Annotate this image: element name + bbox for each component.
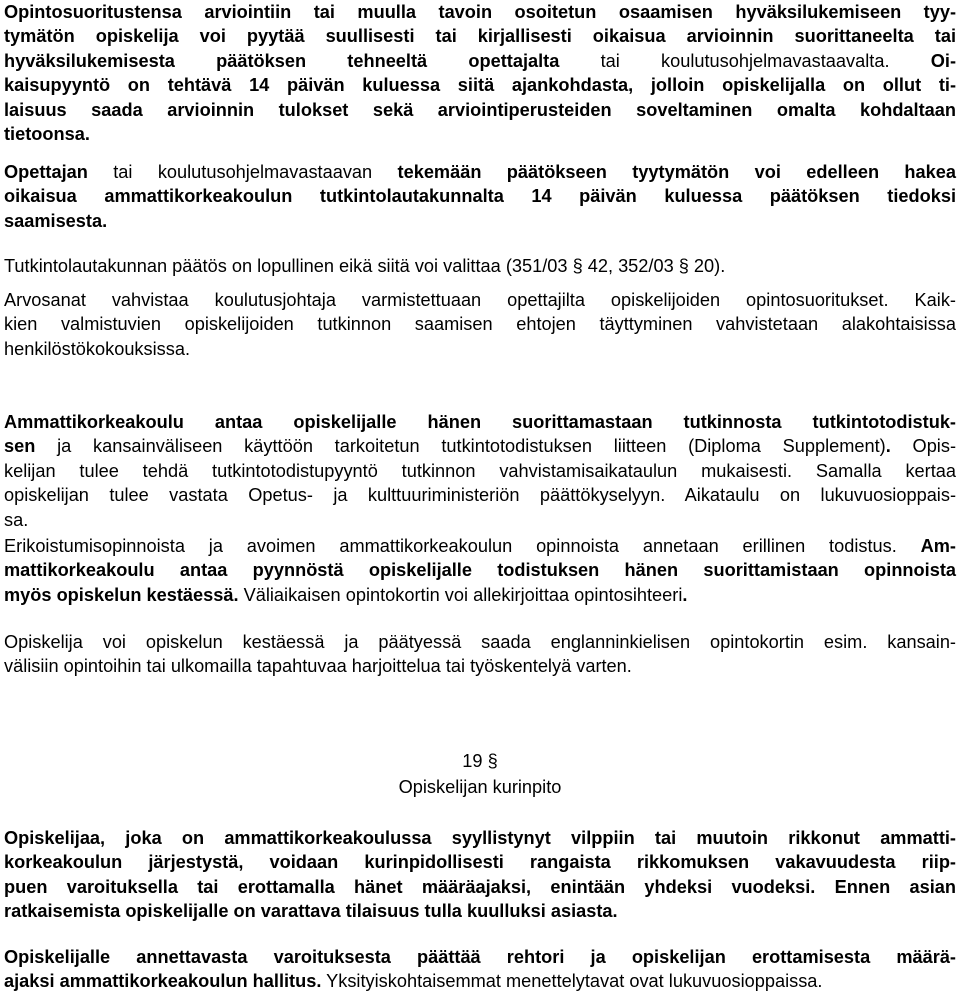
text-segment: kelijan tulee tehdä tutkintotodistupyyntö tutkinnon vahvistamisaikataulun mukaisesti. Samalla kertaa [4,460,956,481]
bold-text: ajaksi ammattikorkeakoulun hallitus. [4,971,322,992]
bold-text: Opintosuoritustensa arviointiin tai muulla tavoin osoitetun osaamisen hyväksilukemiseen tyy- [4,2,956,22]
bold-text: tietoonsa. [4,124,90,145]
bold-text: Opettajan [4,162,88,182]
paragraph-final-decision [4,254,956,278]
bold-text: Am- [920,536,956,556]
bold-text: korkeakoulun järjestystä, voidaan kurinpidollisesti rangaista rikkomuksen vakavuudesta riip- [4,852,956,873]
paragraph-warning-decision [4,945,956,994]
text-segment: tai koulutusohjelmavastaavalta. [559,50,931,71]
text-segment: henkilöstökokouksissa. [4,338,191,359]
bold-text: mattikorkeakoulu antaa pyynnöstä opiskelijalle todistuksen hänen suorittamistaan opinnoista [4,560,956,581]
bold-text: Opiskelijalle annettavasta varoituksesta päättää rehtori ja opiskelijan erottamisesta määrä- [4,947,956,967]
bold-text: . [682,584,688,605]
text-segment: Opiskelija voi opiskelun kestäessä ja päätyessä saada englanninkielisen opintokortin esim. kansain- [4,632,956,652]
text-line [4,483,956,507]
bold-text: Oi- [930,50,957,71]
paragraph-grade-confirmation [4,288,956,361]
paragraph-degree-certificate [4,410,956,532]
paragraph-disciplinary-action [4,826,956,924]
bold-text: laisuus saada arvioinnin tulokset sekä arviointiperusteiden soveltaminen omalta kohdaltaan [4,99,956,120]
bold-text: saamisesta. [4,210,108,231]
bold-text: Opiskelijaa, joka on ammattikorkeakoulussa syyllistynyt vilppiin tai muutoin rikkonut ammatti- [4,828,956,848]
paragraph-further-appeal [4,160,956,233]
text-segment: Väliaikaisen opintokortin voi allekirjoittaa opintosihteeri [238,584,683,605]
text-line [4,288,956,312]
bold-text: kaisupyyntö on tehtävä 14 päivän kuluessa siitä ajankohdasta, jolloin opiskelijalla on ollut ti- [4,75,956,96]
text-segment: sa. [4,509,29,530]
bold-text: tekemään päätökseen tyytymätön voi edelleen hakea [397,162,956,182]
text-line [4,337,956,361]
bold-text: tymätön opiskelija voi pyytää suullisesti tai kirjallisesti oikaisua arvioinnin suorittaneelta tai [4,26,956,47]
bold-text: puen varoituksella tai erottamalla hänet määräajaksi, enintään yhdeksi vuodeksi. Ennen asian [4,876,956,897]
text-line [4,160,956,184]
text-line [4,558,956,582]
text-line [4,209,956,233]
text-line [4,850,956,874]
text-line [4,630,956,654]
text-segment: Tutkintolautakunnan päätös on lopullinen eikä siitä voi valittaa (351/03 § 42, 352/03 § 20). [4,256,726,276]
text-line [4,410,956,434]
text-segment: tai koulutusohjelmavastaavan [87,162,398,182]
text-segment: ja kansainväliseen käyttöön tarkoitetun tutkintotodistuksen liitteen (Diploma Supplement) [35,436,886,457]
text-line [4,184,956,208]
text-segment: Opis- [890,436,957,457]
text-segment: Yksityiskohtaisemmat menettelytavat ovat lukuvuosioppaissa. [321,971,823,992]
section-title: Opiskelijan kurinpito [398,777,562,797]
text-line [4,654,956,678]
text-segment: opiskelijan tulee vastata Opetus- ja kulttuuriministeriön päättökyselyyn. Aikataulu on lukuvuosioppais- [4,485,956,506]
text-line [4,826,956,850]
text-segment: Erikoistumisopinnoista ja avoimen ammattikorkeakoulun opinnoista annetaan erillinen todistus. [4,536,921,556]
paragraph-english-transcript [4,630,956,679]
text-line [4,49,956,73]
bold-text: oikaisua ammattikorkeakoulun tutkintolautakunnalta 14 päivän kuluessa päätöksen tiedoksi [4,186,956,207]
text-line [4,875,956,899]
paragraph-specialization-studies [4,534,956,607]
text-segment: välisiin opintoihin tai ulkomailla tapahtuvaa harjoittelua tai työskentelyä varten. [4,656,632,677]
text-line [4,459,956,483]
text-line [4,0,956,24]
text-line [4,122,956,146]
text-line [4,434,956,458]
bold-text: ratkaisemista opiskelijalle on varattava tilaisuus tulla kuulluksi asiasta. [4,901,618,922]
section-number: 19 § [462,751,498,771]
bold-text: hyväksilukemisesta päätöksen tehneeltä opettajalta [4,50,560,71]
text-line [4,98,956,122]
text-line [4,899,956,923]
text-line [4,534,956,558]
text-line [4,583,956,607]
bold-text: myös opiskelun kestäessä. [4,584,239,605]
text-segment: kien valmistuvien opiskelijoiden tutkinnon saamisen ehtojen täyttyminen vahvistetaan alakohtaisissa [4,314,956,335]
text-line [4,969,956,993]
bold-text: Ammattikorkeakoulu antaa opiskelijalle hänen suorittamastaan tutkinnosta tutkintotodistuk- [4,412,956,432]
text-line [4,945,956,969]
paragraph-appeal-request [4,0,956,146]
text-segment: Arvosanat vahvistaa koulutusjohtaja varmistettuaan opettajilta opiskelijoiden opintosuoritukset. Kaik- [4,290,956,310]
bold-text: sen [4,436,36,457]
bold-text: . [885,436,891,457]
text-line [4,508,956,532]
text-line [4,24,956,48]
text-line [4,254,956,278]
text-line [4,312,956,336]
text-line [4,73,956,97]
